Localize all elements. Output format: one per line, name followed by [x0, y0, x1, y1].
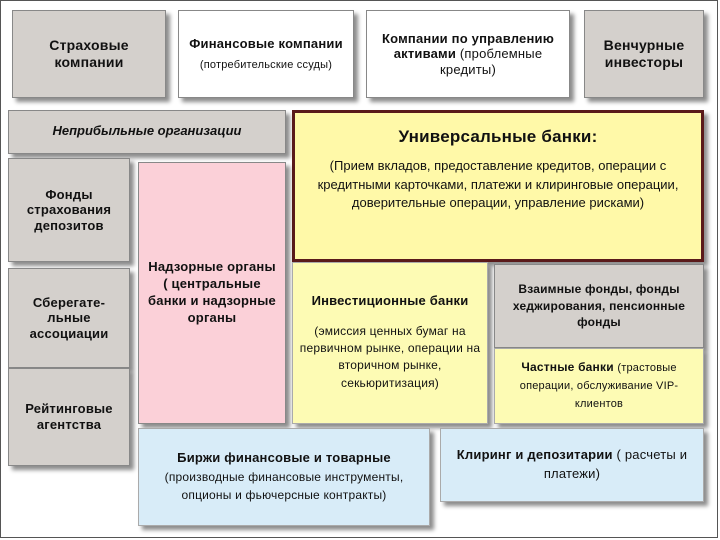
private-banks-title: Частные банки	[521, 360, 614, 375]
investment-banks-title: Инвестиционные банки	[311, 293, 469, 308]
venture-investors-box	[584, 10, 704, 98]
private-banks-label	[504, 359, 694, 413]
insurance-companies-label: Страховые компании	[49, 37, 129, 70]
deposit-insurance-label: Фонды страхования депозитов	[26, 186, 112, 233]
clearing-title: Клиринг и депозитарии	[456, 447, 613, 463]
private-banks-note: (трастовые операции, обслуживание VIP-клиентов	[519, 362, 679, 410]
rating-agencies-box	[8, 368, 130, 466]
mutual-funds-box	[494, 264, 704, 348]
finance-companies-label: Финансовые компании	[189, 35, 343, 51]
supervision-box	[138, 162, 286, 424]
supervision-label: Надзорные органы ( центральные банки и надзорные органы	[148, 259, 276, 325]
exchanges-title: Биржи финансовые и товарные	[177, 449, 391, 465]
asset-management-box	[366, 10, 570, 98]
venture-investors-label: Венчурные инвесторы	[603, 37, 685, 70]
investment-banks-box	[292, 262, 488, 424]
private-banks-box	[494, 348, 704, 424]
clearing-note: ( расчеты и платежи)	[543, 447, 688, 481]
universal-banks-box	[292, 110, 704, 262]
clearing-label	[454, 446, 690, 484]
nonprofit-label: Неприбыльные организации	[52, 123, 242, 138]
exchanges-note: (производные финансовые инструменты, опционы и фьючерсные контракты)	[164, 469, 404, 503]
universal-banks-note: (Прием вкладов, предоставление кредитов, операции с кредитными карточками, платежи и клиринговые операции, доверительные операции, управление рисками)	[317, 158, 679, 210]
nonprofit-box	[8, 110, 286, 154]
exchanges-box	[138, 428, 430, 526]
insurance-companies-box	[12, 10, 166, 98]
deposit-insurance-box	[8, 158, 130, 262]
rating-agencies-label: Рейтинговые агентства	[25, 401, 113, 432]
asset-management-title: Компании по управлению активами	[382, 30, 554, 62]
exchanges-label	[159, 449, 409, 506]
asset-management-label	[377, 31, 559, 78]
finance-companies-note: (потребительские ссуды)	[199, 59, 333, 72]
savings-associations-box	[8, 268, 130, 368]
universal-banks-title: Универсальные банки:	[398, 127, 598, 146]
asset-management-note: (проблемные кредиты)	[440, 46, 543, 77]
savings-associations-label: Сберегате-льные ассоциации	[29, 294, 109, 341]
finance-companies-box	[178, 10, 354, 98]
mutual-funds-label: Взаимные фонды, фонды хеджирования, пенсионные фонды	[512, 281, 686, 330]
investment-banks-note: (эмиссия ценных бумаг на первичном рынке, операции на вторичном рынке, секьюритизация)	[299, 323, 481, 390]
clearing-box	[440, 428, 704, 502]
